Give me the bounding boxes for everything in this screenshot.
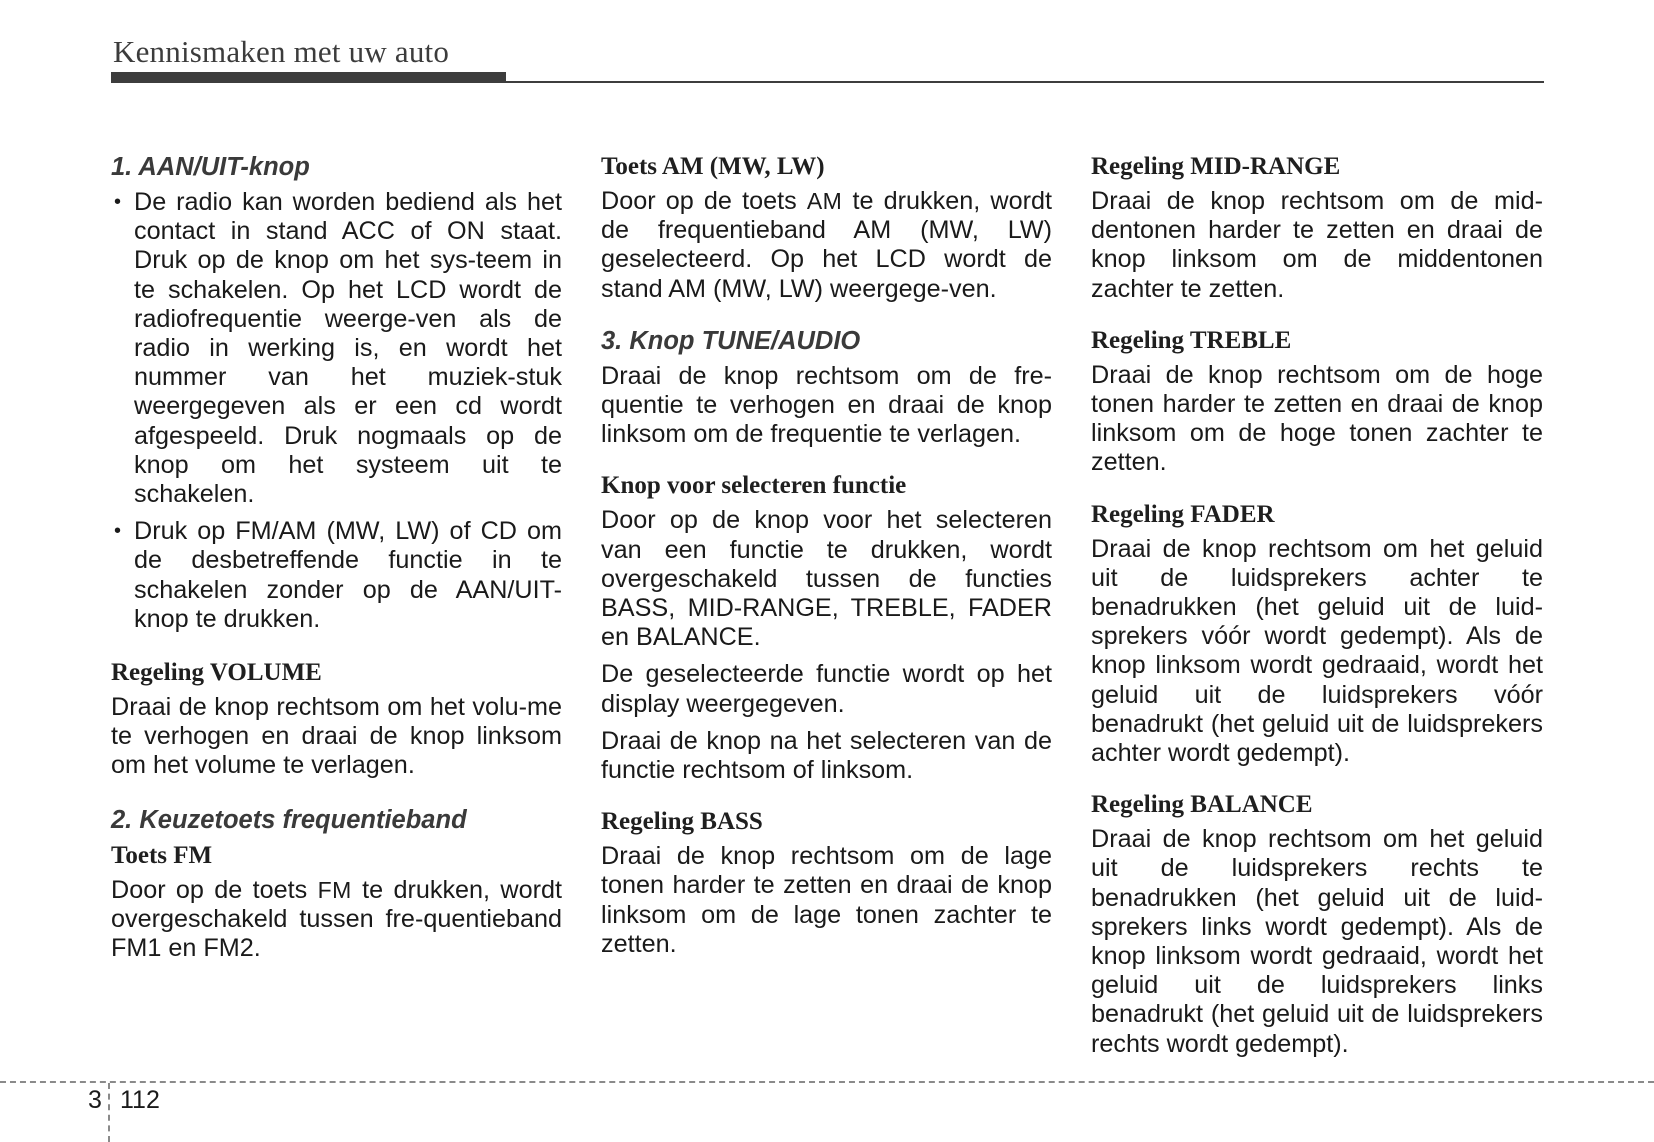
- footer-divider: [0, 1081, 1654, 1083]
- paragraph-volume: Draai de knop rechtsom om het volu-me te verhogen en draai de knop linksom om het volume te verlagen.: [111, 693, 562, 780]
- section-heading-on-off: 1. AAN/UIT-knop: [111, 153, 310, 181]
- paragraph-bass: Draai de knop rechtsom om de lage tonen harder te zetten en draai de knop linksom om de lage tonen zachter te zetten.: [601, 842, 1052, 958]
- subheading-volume: Regeling VOLUME: [111, 659, 322, 687]
- paragraph-function-display: De geselecteerde functie wordt op het display weergegeven.: [601, 660, 1052, 718]
- header-bar: [111, 72, 506, 83]
- paragraph-function-turn: Draai de knop na het selecteren van de functie rechtsom of linksom.: [601, 726, 1052, 785]
- bullet-item: • Druk op FM/AM (MW, LW) of CD om de desbetreffende functie in te schakelen zonder op de AAN/UIT-knop te drukken.: [111, 517, 562, 634]
- paragraph-fader: Draai de knop rechtsom om het geluid uit de luidsprekers achter te benadrukken (het geluid uit de luid-sprekers vóór wordt gedempt). Als de knop linksom wordt gedraaid, wordt het geluid uit de luidsprekers vóór benadrukt (het geluid uit de luidsprekers achter wordt gedempt).: [1091, 534, 1543, 768]
- column-3: [1091, 152, 1543, 1059]
- paragraph-balance: Draai de knop rechtsom om het geluid uit de luidsprekers rechts te benadrukken (het geluid uit de luid-sprekers links wordt gedempt). Als de knop linksom wordt gedraaid, wordt het geluid uit de luidsprekers links benadrukt (het geluid uit de luidsprekers rechts wordt gedempt).: [1091, 825, 1543, 1058]
- subheading-function-select: Knop voor selecteren functie: [601, 472, 907, 500]
- paragraph-am: Door op de toets AM te drukken, wordt de frequentieband AM (MW, LW) geselecteerd. Op het LCD wordt de stand AM (MW, LW) weergege-ven.: [601, 187, 1052, 303]
- paragraph-mid-range: Draai de knop rechtsom om de mid-dentonen harder te zetten en draai de knop linksom om de middentonen zachter te zetten.: [1091, 187, 1543, 303]
- section-heading-tune-audio: 3. Knop TUNE/AUDIO: [601, 326, 861, 355]
- subheading-fader: Regeling FADER: [1091, 500, 1275, 528]
- subheading-treble: Regeling TREBLE: [1091, 326, 1292, 354]
- subheading-balance: Regeling BALANCE: [1091, 791, 1313, 819]
- footer-vertical-divider: [108, 1083, 110, 1142]
- page-number: 112: [120, 1086, 160, 1114]
- paragraph-treble: Draai de knop rechtsom om de hoge tonen harder te zetten en draai de knop linksom om de hoge tonen zachter te zetten.: [1091, 360, 1543, 477]
- fm-key-label: FM: [317, 876, 352, 903]
- subheading-bass: Regeling BASS: [601, 808, 763, 836]
- paragraph-fm: Door op de toets FM te drukken, wordt overgeschakeld tussen fre-quentieband FM1 en FM2.: [111, 875, 562, 963]
- subheading-mid-range: Regeling MID-RANGE: [1091, 153, 1341, 180]
- bullet-item: • De radio kan worden bediend als het contact in stand ACC of ON staat. Druk op de knop om het sys-teem in te schakelen. Op het LCD wordt de radiofrequentie weerge-ven als de radio in werking is, en wordt het nummer van het muziek-stuk weergegeven als er een cd wordt afgespeeld. Druk nogmaals op de knop om het systeem uit te schakelen.: [111, 188, 562, 509]
- column-2: [601, 152, 1052, 959]
- page-header-title: Kennismaken met uw auto: [113, 34, 450, 69]
- am-key-label: AM: [806, 188, 843, 214]
- subheading-am: Toets AM (MW, LW): [601, 153, 825, 180]
- subheading-fm: Toets FM: [111, 841, 213, 869]
- header-rule: [506, 81, 1544, 83]
- paragraph-function-select: Door op de knop voor het selecteren van een functie te drukken, wordt overgeschakeld tussen de functies BASS, MID-RANGE, TREBLE, FADER en BALANCE.: [601, 506, 1052, 652]
- paragraph-tune-audio: Draai de knop rechtsom om de fre-quentie te verhogen en draai de knop linksom om de frequentie te verlagen.: [601, 361, 1052, 449]
- chapter-number: 3: [88, 1086, 102, 1114]
- column-1: [111, 152, 562, 963]
- section-heading-band-select: 2. Keuzetoets frequentieband: [111, 805, 467, 834]
